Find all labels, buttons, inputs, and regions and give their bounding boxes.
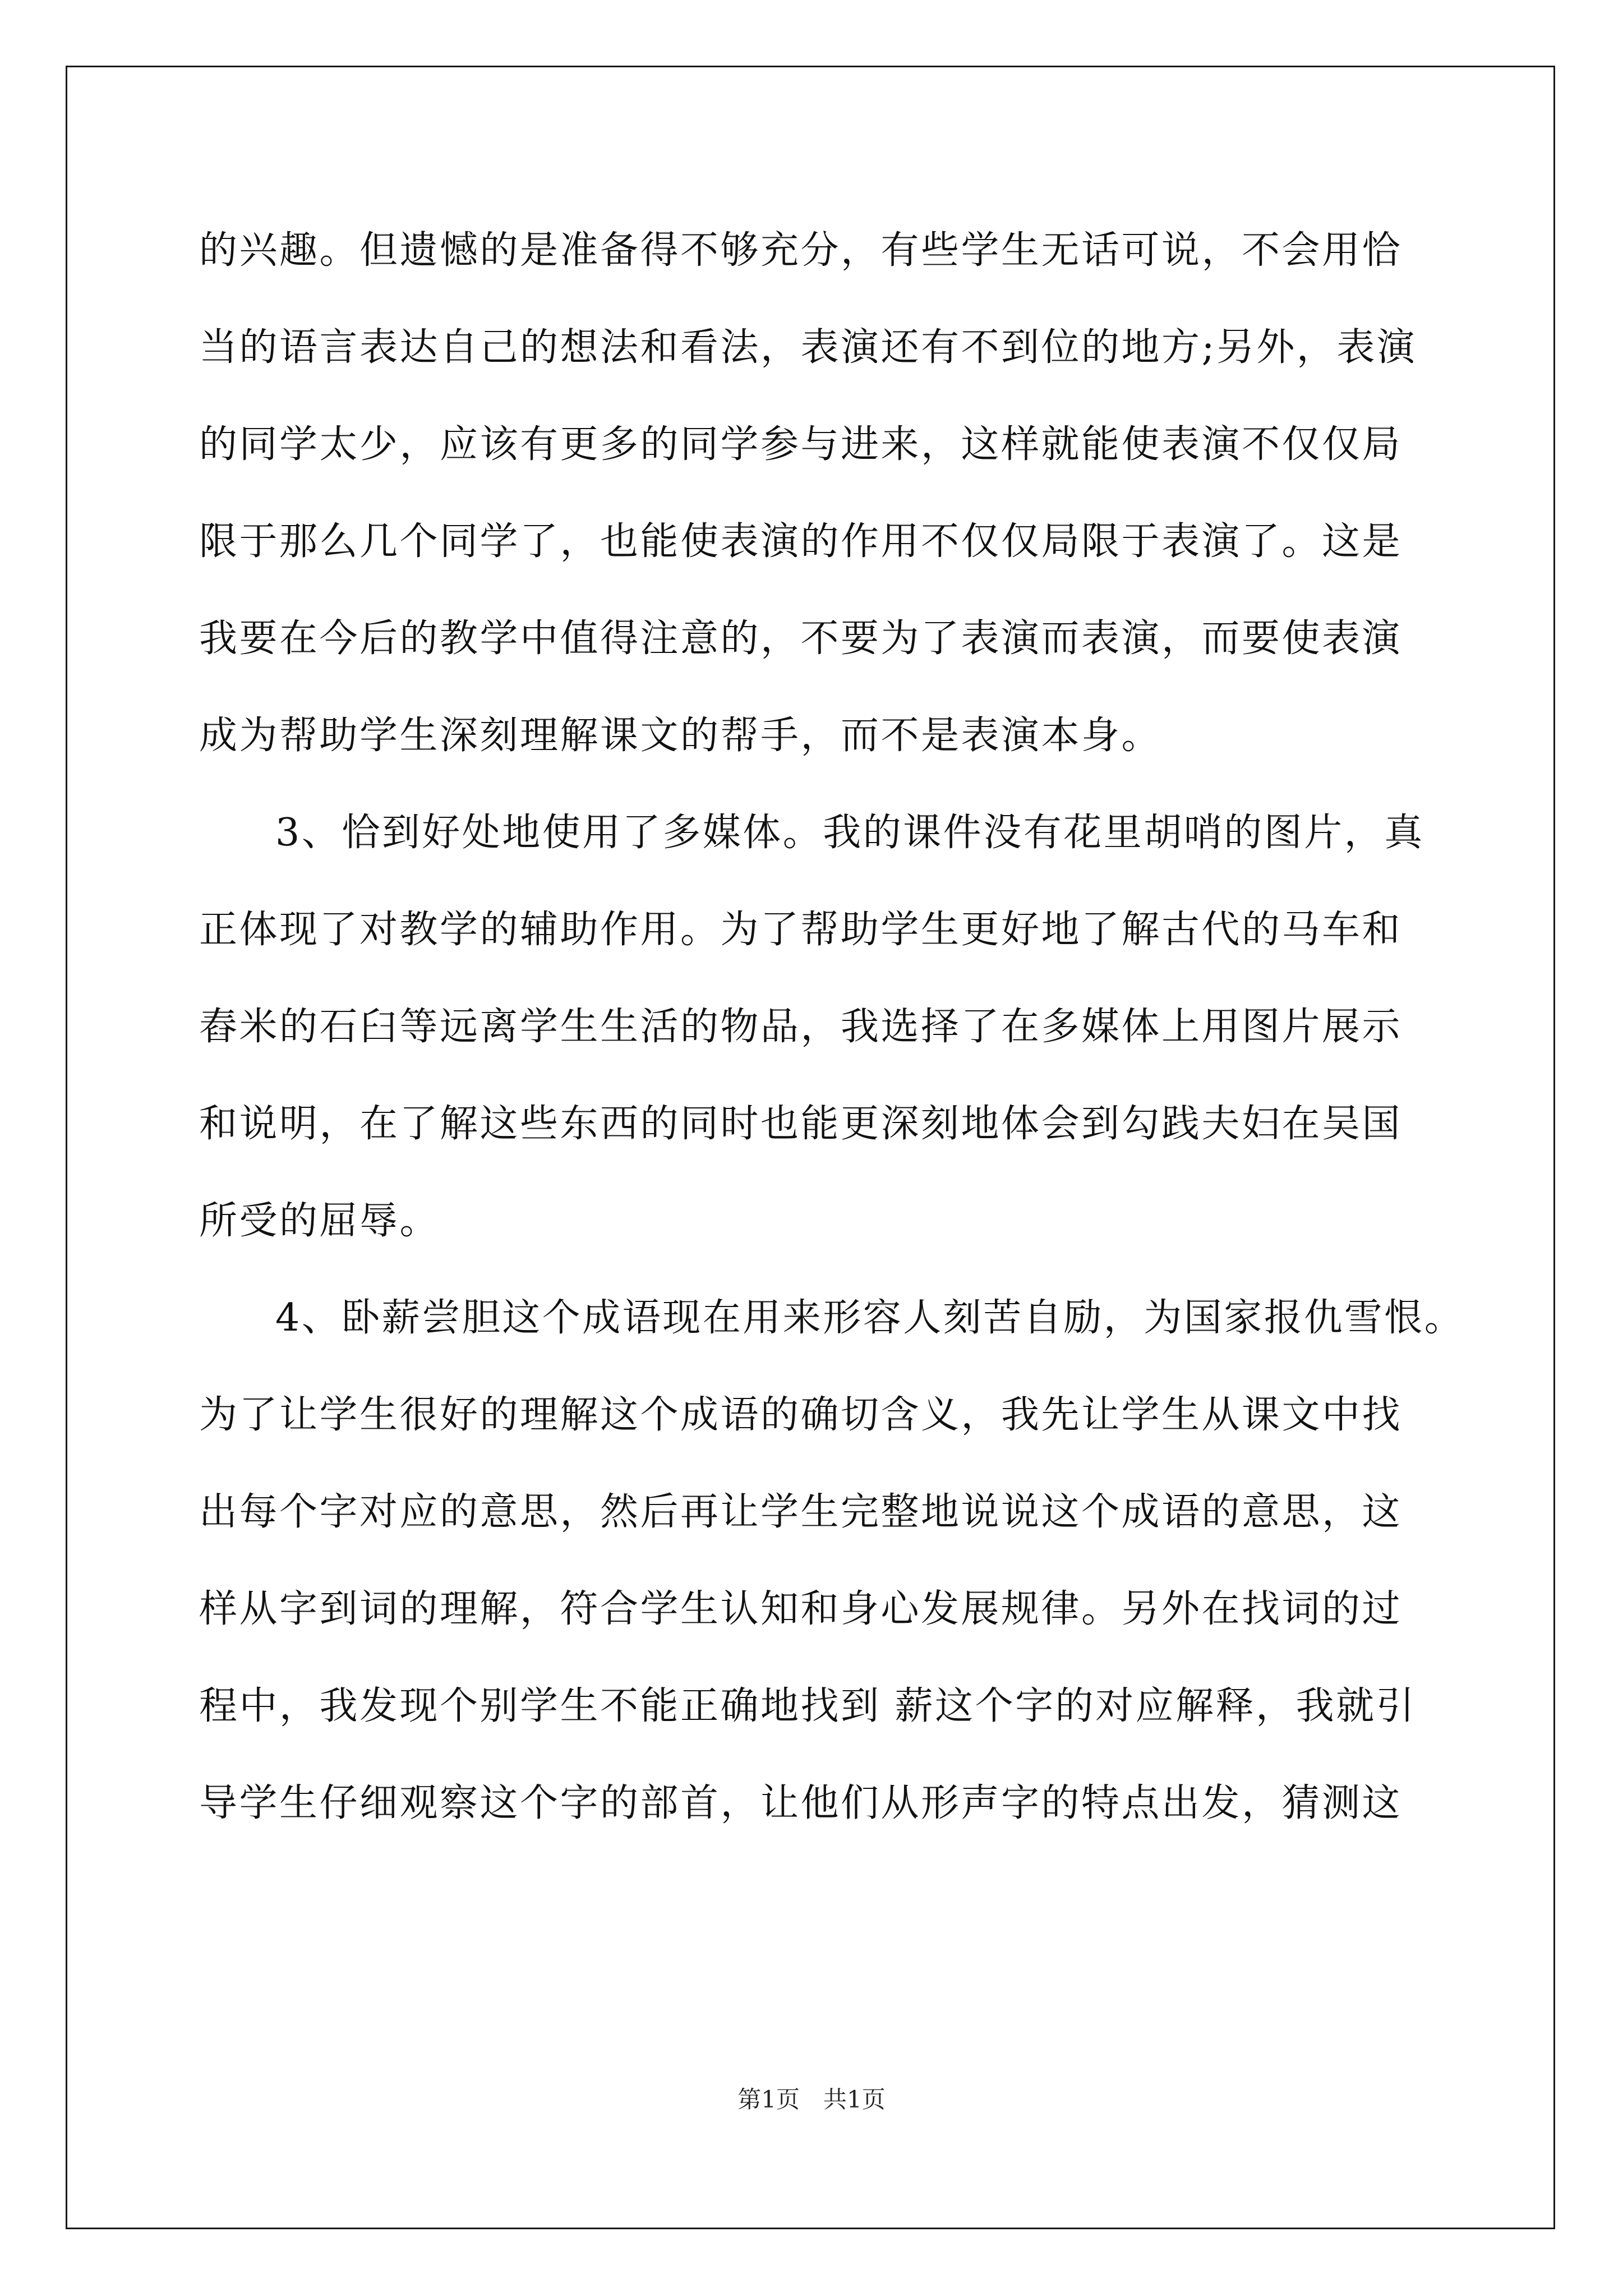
- paragraph-3-first-line: 3、恰到好处地使用了多媒体。我的课件没有花里胡哨的图片，真: [275, 811, 1424, 855]
- text-line: 导学生仔细观察这个字的部首，让他们从形声字的特点出发，猜测这: [199, 1781, 1403, 1825]
- document-body: [199, 202, 1465, 1852]
- text-line: 舂米的石臼等远离学生生活的物品，我选择了在多媒体上用图片展示: [199, 1005, 1403, 1049]
- text-line: 样从字到词的理解，符合学生认知和身心发展规律。另外在找词的过: [199, 1587, 1403, 1631]
- text-line: 出每个字对应的意思，然后再让学生完整地说说这个成语的意思，这: [199, 1490, 1403, 1534]
- text-line: 当的语言表达自己的想法和看法，表演还有不到位的地方;另外，表演: [199, 325, 1417, 370]
- text-line: 的同学太少，应该有更多的同学参与进来，这样就能使表演不仅仅局: [199, 422, 1403, 467]
- paragraph-4-first-line: 4、卧薪尝胆这个成语现在用来形容人刻苦自励，为国家报仇雪恨。: [275, 1296, 1465, 1340]
- page-footer: [0, 2081, 1623, 2115]
- text-line: 限于那么几个同学了，也能使表演的作用不仅仅局限于表演了。这是: [199, 519, 1403, 564]
- page-number-label: 第1页 共1页: [737, 2086, 886, 2113]
- text-line: 成为帮助学生深刻理解课文的帮手，而不是表演本身。: [199, 714, 1162, 758]
- text-line: 的兴趣。但遗憾的是准备得不够充分，有些学生无话可说，不会用恰: [199, 228, 1403, 273]
- text-line: 程中，我发现个别学生不能正确地找到 薪这个字的对应解释，我就引: [199, 1684, 1417, 1728]
- text-line: 为了让学生很好的理解这个成语的确切含义，我先让学生从课文中找: [199, 1393, 1403, 1437]
- text-line: 所受的屈辱。: [199, 1199, 440, 1243]
- text-line: 和说明，在了解这些东西的同时也能更深刻地体会到勾践夫妇在吴国: [199, 1102, 1403, 1146]
- text-line: 我要在今后的教学中值得注意的，不要为了表演而表演，而要使表演: [199, 616, 1403, 661]
- text-line: 正体现了对教学的辅助作用。为了帮助学生更好地了解古代的马车和: [199, 908, 1403, 952]
